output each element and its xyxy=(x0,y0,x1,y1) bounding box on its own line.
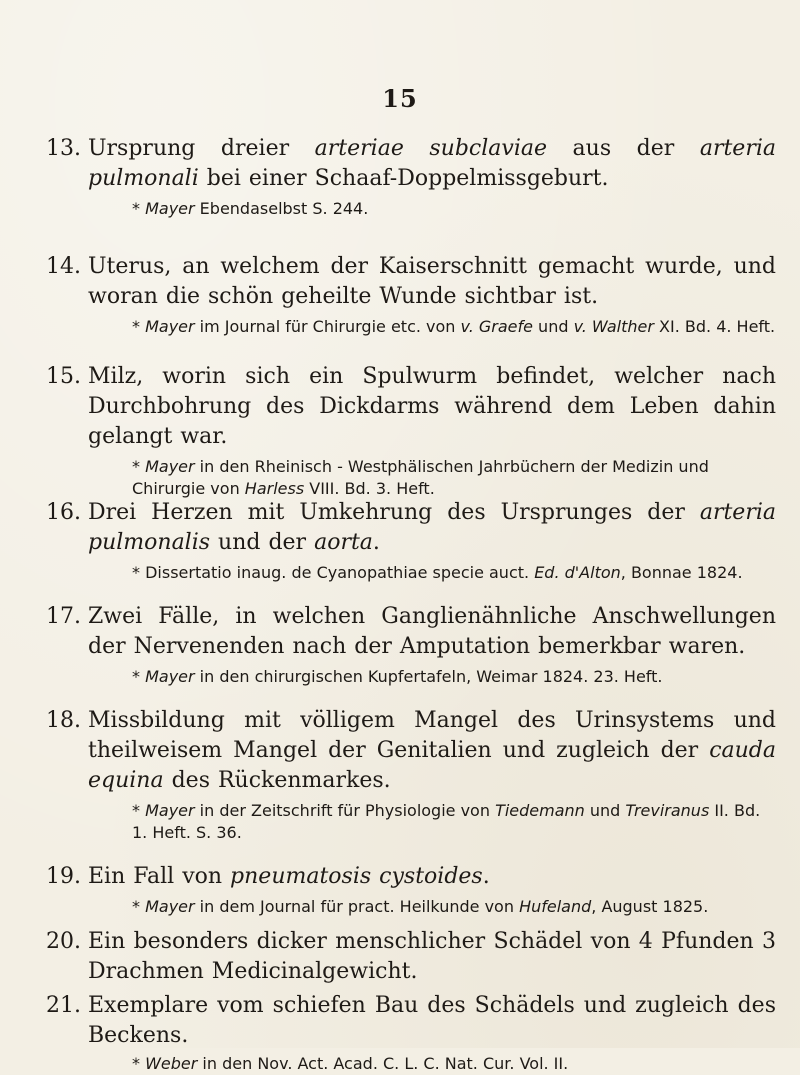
entry-title: Ein Fall von pneumatosis cystoides. xyxy=(88,864,490,889)
entry-number: 14. xyxy=(46,254,81,279)
page-number: 15 xyxy=(382,84,418,113)
catalog-entry-19 xyxy=(46,862,776,918)
entry-number: 15. xyxy=(46,364,81,389)
catalog-entry-21 xyxy=(46,991,776,1075)
entry-reference-note: * Mayer Ebendaselbst S. 244. xyxy=(132,199,369,218)
entry-title: Ursprung dreier arteriae subclaviae aus der arteria pulmonali bei einer Schaaf-Doppelmissgeburt. xyxy=(88,136,776,191)
entry-reference-note: * Mayer in den chirurgischen Kupfertafeln, Weimar 1824. 23. Heft. xyxy=(132,667,663,686)
entry-title: Ein besonders dicker menschlicher Schädel von 4 Pfunden 3 Drachmen Medicinalgewicht. xyxy=(88,929,776,984)
catalog-entry-14 xyxy=(46,252,776,338)
entry-number: 13. xyxy=(46,136,81,161)
entry-reference-note: * Mayer im Journal für Chirurgie etc. von v. Graefe und v. Walther XI. Bd. 4. Heft. xyxy=(132,317,776,336)
entry-title: Missbildung mit völligem Mangel des Urinsystems und theilweisem Mangel der Genitalien und zugleich der cauda equina des Rückenmarkes. xyxy=(88,708,776,793)
catalog-entry-16 xyxy=(46,498,776,584)
entry-reference-note: * Weber in den Nov. Act. Acad. C. L. C. Nat. Cur. Vol. II. xyxy=(132,1054,569,1073)
entry-reference-note: * Dissertatio inaug. de Cyanopathiae specie auct. Ed. d'Alton, Bonnae 1824. xyxy=(132,563,743,582)
entry-title: Uterus, an welchem der Kaiserschnitt gemacht wurde, und woran die schön geheilte Wunde sichtbar ist. xyxy=(88,254,776,309)
entry-number: 17. xyxy=(46,604,81,629)
catalog-entry-15 xyxy=(46,362,776,500)
entry-number: 19. xyxy=(46,864,81,889)
entry-number: 21. xyxy=(46,993,81,1018)
entry-number: 20. xyxy=(46,929,81,954)
entry-title: Drei Herzen mit Umkehrung des Ursprunges der arteria pulmonalis und der aorta. xyxy=(88,500,776,555)
catalog-entry-18 xyxy=(46,706,776,844)
entry-number: 16. xyxy=(46,500,81,525)
entry-title: Exemplare vom schiefen Bau des Schädels und zugleich des Beckens. xyxy=(88,993,776,1048)
catalog-entry-17 xyxy=(46,602,776,688)
entry-title: Milz, worin sich ein Spulwurm befindet, welcher nach Durchbohrung des Dickdarms während dem Leben dahin gelangt war. xyxy=(88,364,776,449)
catalog-entry-20 xyxy=(46,927,776,987)
catalog-entry-13 xyxy=(46,134,776,220)
entry-reference-note: * Mayer in der Zeitschrift für Physiologie von Tiedemann und Treviranus II. Bd. 1. Heft. S. 36. xyxy=(132,801,761,842)
entry-reference-note: * Mayer in dem Journal für pract. Heilkunde von Hufeland, August 1825. xyxy=(132,897,709,916)
entry-reference-note: * Mayer in den Rheinisch - Westphälischen Jahrbüchern der Medizin und Chirurgie von Harless VIII. Bd. 3. Heft. xyxy=(132,457,709,498)
entry-title: Zwei Fälle, in welchen Ganglienähnliche Anschwellungen der Nervenenden nach der Amputation bemerkbar waren. xyxy=(88,604,776,659)
entry-number: 18. xyxy=(46,708,81,733)
